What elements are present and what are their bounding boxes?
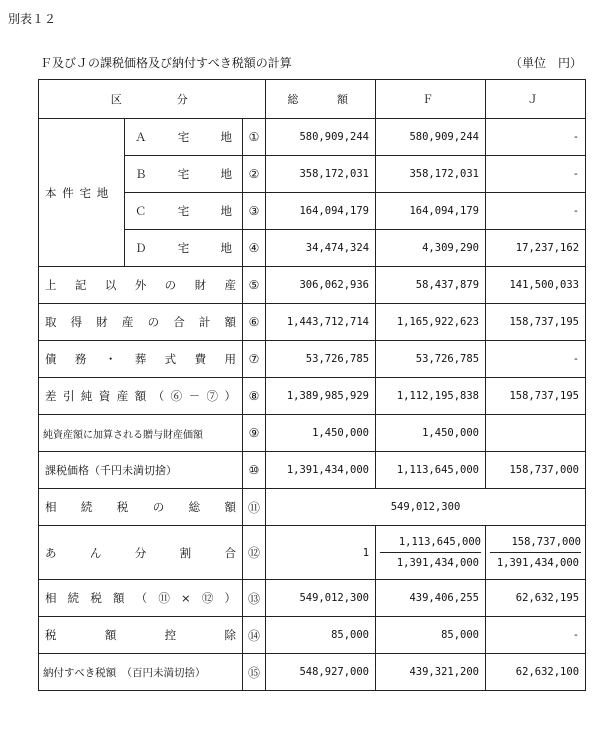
- ratio-denominator: 1,391,434,000: [396, 557, 480, 569]
- table-row: [39, 617, 586, 654]
- cell-f: 580,909,244: [376, 119, 486, 156]
- table-row: [39, 341, 586, 378]
- cell-total: 53,726,785: [266, 341, 376, 378]
- cell-j: -: [486, 119, 586, 156]
- cell-total: 1: [266, 526, 376, 580]
- cell-f: 358,172,031: [376, 156, 486, 193]
- cell-total: 548,927,000: [266, 654, 376, 691]
- row-label: あん分割合: [39, 526, 243, 580]
- cell-f: 58,437,879: [376, 267, 486, 304]
- cell-f: 439,406,255: [376, 580, 486, 617]
- table-row-ratio: [39, 526, 586, 580]
- cell-j: 17,237,162: [486, 230, 586, 267]
- header-row: [39, 80, 586, 119]
- cell-total: 358,172,031: [266, 156, 376, 193]
- row-number: ⑥: [243, 304, 266, 341]
- header-j: Ｊ: [486, 80, 586, 119]
- row-label: 課税価格（千円未満切捨）: [39, 452, 243, 489]
- header-f: Ｆ: [376, 80, 486, 119]
- header-total: 総 額: [266, 80, 376, 119]
- table-row: [39, 654, 586, 691]
- row-number: ②: [243, 156, 266, 193]
- ratio-numerator: 1,113,645,000: [380, 536, 481, 553]
- row-label: 差引純資産額（⑥－⑦）: [39, 378, 243, 415]
- ratio-denominator: 1,391,434,000: [496, 557, 580, 569]
- document-label: 別表１２: [8, 12, 57, 26]
- cell-f: 1,112,195,838: [376, 378, 486, 415]
- row-label: Ｄ 宅 地: [125, 230, 243, 267]
- row-label: 債務・葬式費用: [39, 341, 243, 378]
- row-label: 取得財産の合計額: [39, 304, 243, 341]
- cell-total: 1,443,712,714: [266, 304, 376, 341]
- table-row: [39, 378, 586, 415]
- cell-total: 85,000: [266, 617, 376, 654]
- cell-j: [486, 415, 586, 452]
- cell-f: 164,094,179: [376, 193, 486, 230]
- row-label: Ｂ 宅 地: [125, 156, 243, 193]
- cell-j: 62,632,100: [486, 654, 586, 691]
- cell-total: 549,012,300: [266, 580, 376, 617]
- table-row: [39, 304, 586, 341]
- row-number: ⑦: [243, 341, 266, 378]
- row-label: 相続税額（⑪×⑫）: [39, 580, 243, 617]
- cell-f: 1,450,000: [376, 415, 486, 452]
- cell-total: 1,391,434,000: [266, 452, 376, 489]
- header-kubun: 区 分: [39, 80, 266, 119]
- cell-f: 1,113,645,000: [376, 452, 486, 489]
- table-row-total-tax: [39, 489, 586, 526]
- row-number: ①: [243, 119, 266, 156]
- row-label: 納付すべき税額 （百円未満切捨）: [39, 654, 243, 691]
- group-label-land: 本件宅地: [39, 119, 125, 267]
- cell-j: -: [486, 156, 586, 193]
- row-number: ⑤: [243, 267, 266, 304]
- cell-total: 1,450,000: [266, 415, 376, 452]
- cell-j: 62,632,195: [486, 580, 586, 617]
- row-label: 上記以外の財産: [39, 267, 243, 304]
- row-number: ⑫: [243, 526, 266, 580]
- cell-j: 158,737,000: [486, 452, 586, 489]
- unit-label: （単位 円）: [509, 56, 582, 70]
- cell-total: 34,474,324: [266, 230, 376, 267]
- cell-total: 164,094,179: [266, 193, 376, 230]
- row-number: ⑭: [243, 617, 266, 654]
- cell-j: 158,737,195: [486, 304, 586, 341]
- row-label: Ａ 宅 地: [125, 119, 243, 156]
- row-label: Ｃ 宅 地: [125, 193, 243, 230]
- cell-j: 141,500,033: [486, 267, 586, 304]
- row-number: ⑪: [243, 489, 266, 526]
- cell-f: 53,726,785: [376, 341, 486, 378]
- table-row: [39, 580, 586, 617]
- cell-j-ratio: [486, 526, 586, 580]
- table-title: Ｆ及びＪの課税価格及び納付すべき税額の計算: [40, 56, 292, 70]
- cell-total: 306,062,936: [266, 267, 376, 304]
- table-row: [39, 267, 586, 304]
- row-label: 純資産額に加算される贈与財産価額: [39, 415, 243, 452]
- row-number: ⑮: [243, 654, 266, 691]
- cell-total-tax: 549,012,300: [266, 489, 586, 526]
- row-number: ③: [243, 193, 266, 230]
- cell-j: 158,737,195: [486, 378, 586, 415]
- cell-j: -: [486, 341, 586, 378]
- row-number: ⑨: [243, 415, 266, 452]
- row-label: 相続税の総額: [39, 489, 243, 526]
- cell-f: 439,321,200: [376, 654, 486, 691]
- cell-j: -: [486, 193, 586, 230]
- cell-f: 85,000: [376, 617, 486, 654]
- cell-f: 1,165,922,623: [376, 304, 486, 341]
- cell-j: -: [486, 617, 586, 654]
- cell-total: 1,389,985,929: [266, 378, 376, 415]
- ratio-numerator: 158,737,000: [490, 536, 581, 553]
- row-number: ⑬: [243, 580, 266, 617]
- cell-f: 4,309,290: [376, 230, 486, 267]
- table-row: [39, 119, 586, 156]
- cell-f-ratio: [376, 526, 486, 580]
- cell-total: 580,909,244: [266, 119, 376, 156]
- row-number: ⑩: [243, 452, 266, 489]
- table-row: [39, 452, 586, 489]
- table-row: [39, 415, 586, 452]
- tax-calculation-table: [38, 79, 586, 691]
- row-label: 税額控除: [39, 617, 243, 654]
- row-number: ⑧: [243, 378, 266, 415]
- row-number: ④: [243, 230, 266, 267]
